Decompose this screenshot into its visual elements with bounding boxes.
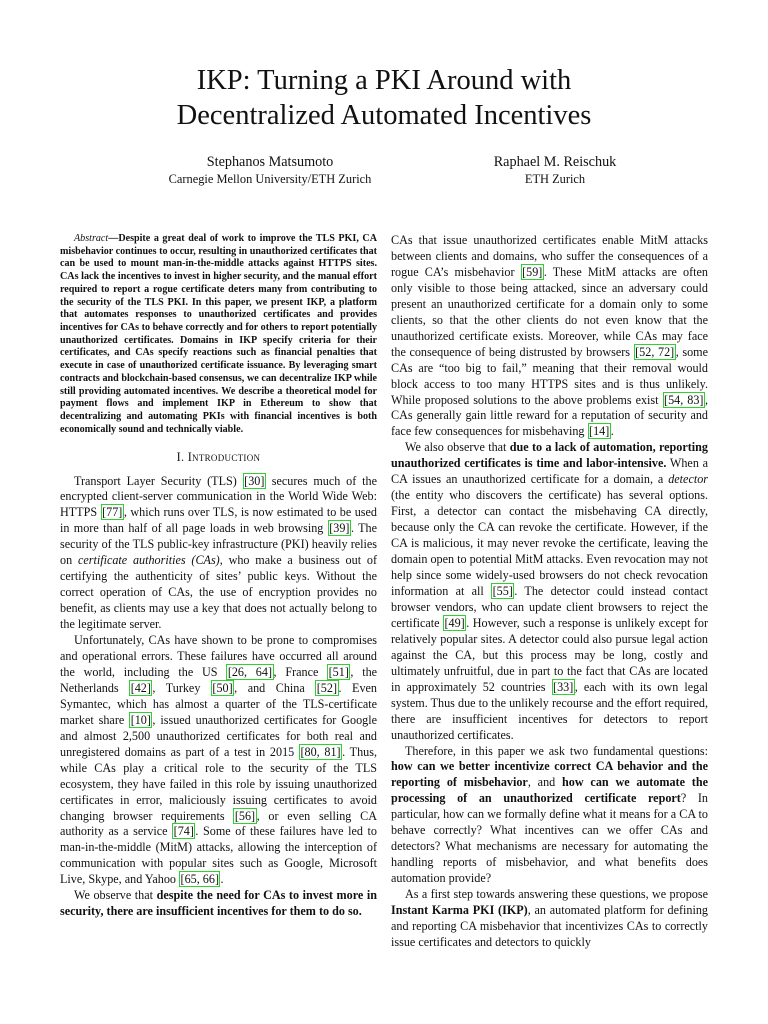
body-paragraph (60, 888, 377, 920)
text-run: , some CAs are “too big to fail,” meaning that their removal would block access to too many HTTPS sites and is thus unlikely. While proposed solutions to the above problems exist (391, 344, 708, 407)
citation-link[interactable]: [51] (328, 664, 349, 679)
citation-link[interactable]: [52, 72] (635, 344, 675, 359)
body-paragraph (60, 633, 377, 888)
citation-link[interactable]: [26, 64] (227, 664, 272, 679)
paper-title (0, 63, 768, 133)
author-name: Stephanos Matsumoto (206, 154, 334, 170)
text-run: secures much of the encrypted client-server communication in the World Wide Web: HTTPS (60, 473, 377, 520)
right-body (391, 233, 708, 951)
left-body (60, 474, 377, 921)
abstract (60, 233, 377, 437)
text-run: Transport Layer Security (TLS) (74, 473, 243, 488)
citation-link[interactable]: [30] (244, 473, 265, 488)
section-number: I. (176, 449, 185, 464)
author-block-1 (150, 153, 390, 188)
italic-term: detector (668, 472, 708, 487)
citation-link[interactable]: [80, 81] (300, 744, 341, 759)
citation-link[interactable]: [56] (234, 808, 256, 823)
text-run: As a first step towards answering these questions, we propose (405, 887, 708, 902)
text-run: (the entity who discovers the certificate) has several options. First, a detector can contact the misbehaving CA directly, because only the CA can revoke the certificate. However, if the CA is malicious, it may never revoke the certificate, leaving the domain open to potential MitM attacks. Even revocation may not help since some widely-used browsers do not check revocation information at all (391, 488, 708, 598)
abstract-text: —Despite a great deal of work to improve the TLS PKI, CA misbehavior continues to occur, resulting in unauthorized certificates that can be used to mount man-in-the-middle attacks against HTTPS sites. CAs lack the incentives to invest in higher security, and the manual effort required to report a rogue certificate deters many from contributing to the security of the TLS PKI. In this paper, we present IKP, a platform that automates responses to unauthorized certificates and provides incentives for CAs to behave correctly and for others to report potentially unauthorized certificates. Domains in IKP specify criteria for their certificates, and CAs specify reactions such as financial penalties that execute in case of unauthorized certificate issuance. By leveraging smart contracts and blockchain-based consensus, we can decentralize IKP while still providing automated incentives. We describe a theoretical model for payment flows and implement IKP in Ethereum to show that decentralizing and automating PKIs with financial incentives is both economically sound and technically viable. (60, 233, 377, 435)
citation-link[interactable]: [54, 83] (664, 392, 704, 407)
citation-link[interactable]: [52] (316, 680, 337, 695)
text-run: , and China (234, 680, 316, 695)
text-run: When a CA issues an unauthorized certificate for a domain, a (391, 456, 708, 487)
citation-link[interactable]: [65, 66] (180, 872, 219, 887)
text-run: , CAs generally gain little reward for a reputation of security and face few consequences for misbehaving (391, 392, 708, 439)
text-run: , or even selling CA authority as a service (60, 808, 377, 839)
text-run: , which runs over TLS, is now estimated to be used in more than half of all page loads in web browsing (60, 505, 377, 536)
text-run: We observe that (74, 888, 157, 903)
text-run: . (610, 424, 614, 439)
section-heading-introduction (60, 449, 377, 465)
body-paragraph (391, 744, 708, 888)
text-run: Unfortunately, CAs have shown to be prone to compromises and operational errors. These failures have occurred all around the world, including the US (60, 633, 377, 679)
text-run: . Even Symantec, which has almost a quarter of the TLS-certificate market share (60, 680, 377, 727)
citation-link[interactable]: [49] (444, 615, 465, 630)
text-run: . These MitM attacks are often only visible to those being attacked, since an adversary could present an unauthorized certificate for a domain only to some clients, so that the other clients do not even know that the unauthorized certificate exists. Moreover, while CAs may face the consequence of being distrusted by browsers (391, 264, 708, 359)
text-run: , an automated platform for defining and reporting CA misbehavior that incentivizes CAs to correctly issue certificates and detectors to quickly (391, 903, 709, 949)
emphasis-text: how can we automate the processing of an unauthorized certificate report (391, 775, 708, 806)
text-run: , the Netherlands (60, 664, 378, 695)
text-run: , who make a business out of certifying the authenticity of sites’ public keys. Without the correct operation of CAs, the use of encryption provides no benefit, as clients may use a key that does not actually belong to the legitimate server. (60, 553, 377, 632)
text-run: . The detector could instead contact browser vendors, who can update client browsers to reject the certificate (391, 583, 708, 630)
text-run: , each with its own legal system. Thus due to the unlikely recourse and the effort required, there are insufficient incentives for detectors to report unauthorized certificates. (391, 679, 708, 742)
author-affiliation: ETH Zurich (524, 172, 586, 186)
citation-link[interactable]: [50] (212, 680, 233, 695)
author-affiliation: Carnegie Mellon University/ETH Zurich (168, 172, 372, 186)
text-run: . The security of the TLS public-key infrastructure (PKI) heavily relies on (60, 521, 377, 568)
text-run: We also observe that (405, 440, 510, 455)
body-paragraph (391, 440, 708, 743)
citation-link[interactable]: [39] (329, 521, 350, 536)
left-column (60, 233, 377, 920)
section-title: Introduction (187, 449, 261, 464)
italic-term: certificate authorities (CAs) (77, 553, 220, 568)
text-run: , Turkey (152, 680, 211, 695)
text-run: , issued unauthorized certificates for Google and almost 2,500 unauthorized certificates for both real and unregistered domains as part of a test in 2015 (60, 712, 377, 759)
citation-link[interactable]: [42] (130, 680, 151, 695)
text-run: Therefore, in this paper we ask two fundamental questions: (405, 743, 708, 758)
text-run: ? In particular, how can we formally define what it means for a CA to behave correctly? What incentives can we offer CAs and detectors? What mechanisms are necessary for automating the handling reports of misbehavior, and what benefits does automation provide? (391, 791, 708, 886)
text-run: . However, such a response is unlikely except for relatively popular sites. A detector could also pursue legal action against the CA, but this process may be long, costly and ultimately unfruitful, due in part to the fact that CAs are located in approximately 52 countries (391, 615, 708, 694)
body-paragraph (391, 233, 708, 440)
title-line-1: IKP: Turning a PKI Around with (196, 65, 572, 96)
citation-link[interactable]: [14] (589, 424, 610, 439)
author-name: Raphael M. Reischuk (493, 154, 617, 170)
text-run: , France (273, 664, 328, 679)
citation-link[interactable]: [33] (553, 679, 574, 694)
text-run: CAs that issue unauthorized certificates enable MitM attacks between clients and domains, who suffer the consequences of a rogue CA’s misbehavior (391, 233, 708, 279)
right-column (391, 233, 708, 951)
citation-link[interactable]: [74] (173, 824, 194, 839)
abstract-label: Abstract (74, 233, 109, 244)
body-paragraph (60, 474, 377, 634)
author-block-2 (425, 153, 685, 188)
body-paragraph (391, 887, 708, 951)
emphasis-text: due to a lack of automation, reporting unauthorized certificates is time and labor-intensive. (391, 440, 708, 471)
text-run: . Thus, while CAs play a critical role to the security of the TLS ecosystem, they have failed in this role by issuing unauthorized certificates in error, maliciously issuing certificates to avoid changing browser requirements (60, 744, 377, 823)
citation-link[interactable]: [77] (102, 505, 123, 520)
citation-link[interactable]: [55] (492, 583, 513, 598)
text-run: . Some of these failures have led to man-in-the-middle (MitM) attacks, allowing the interception of communication with popular sites such as Google, Microsoft Live, Skype, and Yahoo (60, 824, 377, 887)
emphasis-text: Instant Karma PKI (IKP) (391, 903, 528, 918)
citation-link[interactable]: [10] (130, 712, 151, 727)
emphasis-text: despite the need for CAs to invest more in security, there are insufficient incentives for them to do so. (60, 888, 377, 919)
text-run: , and (527, 775, 563, 790)
citation-link[interactable]: [59] (522, 264, 543, 279)
text-run: . (220, 872, 224, 887)
emphasis-text: how can we better incentivize correct CA behavior and the reporting of misbehavior (391, 759, 708, 790)
title-line-2: Decentralized Automated Incentives (176, 100, 592, 131)
